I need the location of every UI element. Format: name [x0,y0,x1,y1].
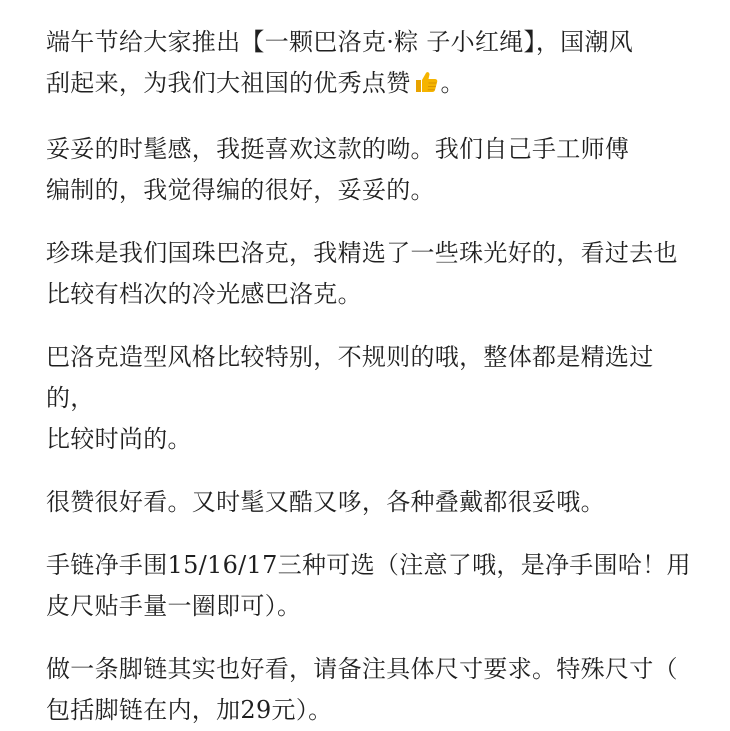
paragraph-praise: 很赞很好看。又时髦又酷又哆，各种叠戴都很妥哦。 [46,488,605,516]
paragraph-baroque: 巴洛克造型风格比较特别，不规则的哦，整体都是精选过的， 比较时尚的。 [46,343,654,453]
article-body [46,22,696,731]
paragraph-suffix: 。 [440,69,465,97]
paragraph-anklet: 做一条脚链其实也好看，请备注具体尺寸要求。特殊尺寸（ 包括脚链在内，加29元）。 [46,655,678,724]
thumbs-up-icon [413,66,439,107]
paragraph-style: 妥妥的时髦感，我挺喜欢这款的呦。我们自己手工师傅 编制的，我觉得编的很好，妥妥的。 [46,135,630,204]
paragraph-pearl: 珍珠是我们国珠巴洛克，我精选了一些珠光好的，看过去也 比较有档次的冷光感巴洛克。 [46,239,678,308]
paragraph-intro [46,22,696,107]
paragraph-size: 手链净手围15/16/17三种可选（注意了哦，是净手围哈！用 皮尺贴手量一圈即可）。 [46,551,691,620]
paragraph-text: 端午节给大家推出【一颗巴洛克·粽 子小红绳】，国潮风 刮起来，为我们大祖国的优秀点赞 [46,28,634,97]
